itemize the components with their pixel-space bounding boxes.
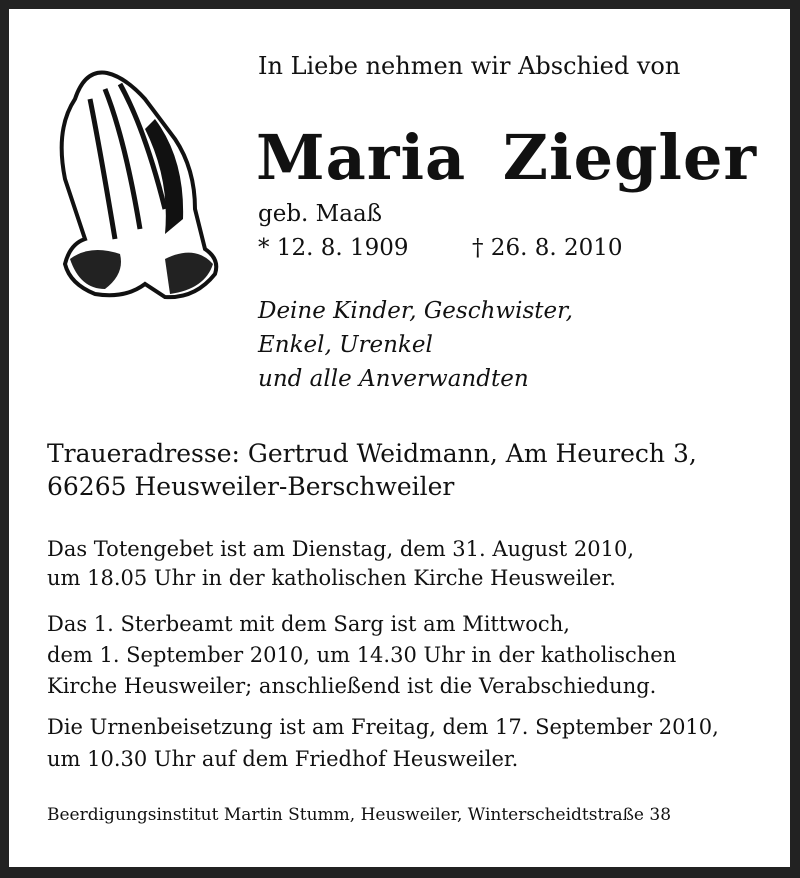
praying-hands-icon [45,59,225,309]
mourners-line: und alle Anverwandten [258,366,529,392]
death-date: † 26. 8. 2010 [472,235,623,261]
address-line: 66265 Heusweiler-Berschweiler [47,472,455,501]
service-text: Kirche Heusweiler; anschließend ist die Verabschiedung. [47,674,657,698]
address-line: Traueradresse: Gertrud Weidmann, Am Heurech 3, [47,439,697,468]
service-text: um 10.30 Uhr auf dem Friedhof Heusweiler. [47,747,519,771]
birth-date: * 12. 8. 1909 [258,235,409,261]
service-text: Die Urnenbeisetzung ist am Freitag, dem 17. September 2010, [47,715,719,739]
funeral-home-footer: Beerdigungsinstitut Martin Stumm, Heusweiler, Winterscheidtstraße 38 [47,805,672,825]
mourners-line: Enkel, Urenkel [258,332,433,358]
intro-text: In Liebe nehmen wir Abschied von [258,52,681,80]
service-text: Das Totengebet ist am Dienstag, dem 31. August 2010, [47,537,635,561]
obituary-notice [9,9,790,867]
mourners-line: Deine Kinder, Geschwister, [258,298,573,324]
birth-name: geb. Maaß [258,201,383,227]
service-text: dem 1. September 2010, um 14.30 Uhr in der katholischen [47,643,677,667]
deceased-name: Maria Ziegler [256,121,758,194]
service-text: um 18.05 Uhr in der katholischen Kirche Heusweiler. [47,566,616,590]
service-text: Das 1. Sterbeamt mit dem Sarg ist am Mittwoch, [47,612,570,636]
